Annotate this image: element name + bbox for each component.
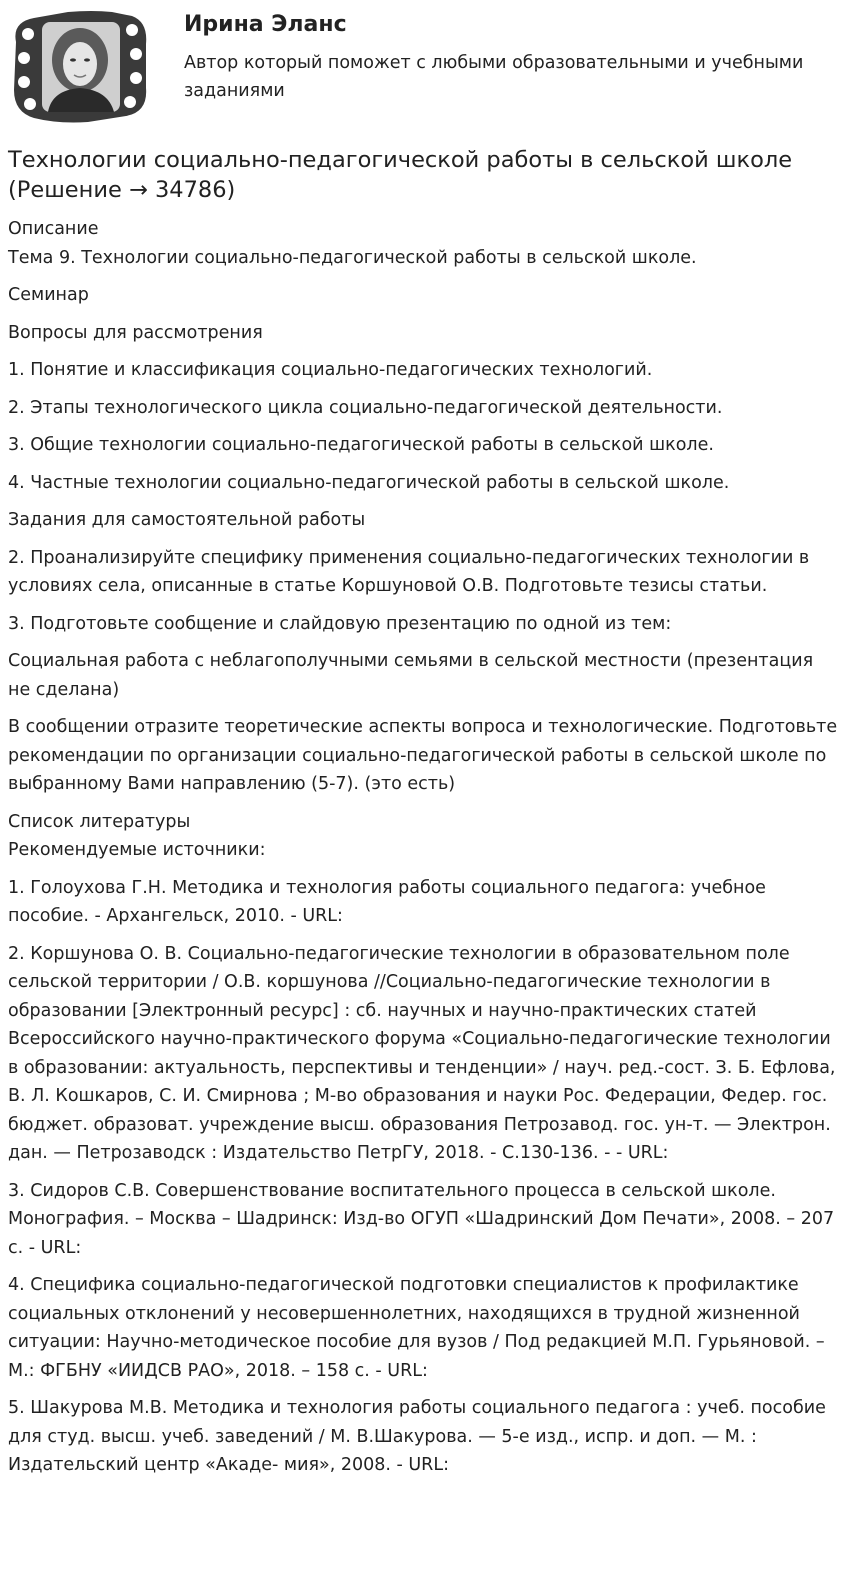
source-item: 4. Специфика социально-педагогической подготовки специалистов к профилактике социальных отклонений у несовершеннолетних, находящихся в трудной жизненной ситуации: Научно-методическое пособие для вузов / Под редакцией М.П. Гурьяновой. – М.: ФГБНУ «ИИДСВ РАО», 2018. – 158 с. - URL: [8,1275,825,1381]
source-item: 5. Шакурова М.В. Методика и технология работы социального педагога : учеб. пособие для студ. высш. учеб. заведений / М. В.Шакурова. — 5-е изд., испр. и доп. — М. : Издательский центр «Акаде- мия», 2008. - URL: [8,1398,826,1475]
author-header [0,0,847,130]
task-item: 2. Проанализируйте специфику применения социально-педагогических технологии в условиях села, описанные в статье Коршуновой О.В. Подготовьте тезисы статьи. [8,547,810,596]
author-description: Автор который поможет с любыми образовательными и учебными заданиями [184,53,804,101]
description-label: Описание [8,219,99,239]
questions-heading: Вопросы для рассмотрения [8,322,263,343]
question-item: 1. Понятие и классификация социально-педагогических технологий. [8,360,653,380]
source-item: 1. Голоухова Г.Н. Методика и технология работы социального педагога: учебное пособие. - Архангельск, 2010. - URL: [8,877,766,926]
author-avatar[interactable] [8,8,150,124]
task-item: Социальная работа с неблагополучными семьями в сельской местности (презентация не сделана) [8,651,814,700]
task-item: В сообщении отразите теоретические аспекты вопроса и технологические. Подготовьте рекомендации по организации социально-педагогической работы в сельской школе по выбранному Вами направлению (5-7). (это есть) [8,717,838,794]
recommended-heading: Рекомендуемые источники: [8,840,266,860]
topic-line: Тема 9. Технологии социально-педагогической работы в сельской школе. [8,247,697,268]
source-item: 2. Коршунова О. В. Социально-педагогические технологии в образовательном поле сельской территории / О.В. коршунова //Социально-педагогические технологии в образовании [Электронный ресурс] : сб. научных и научно-практических статей Всероссийского научно-практического форума «Социально-педагогические технологии в образовании: актуальность, перспективы и тенденции» / науч. ред.-сост. З. Б. Ефлова, В. Л. Кошкаров, С. И. Смирнова ; М-во образования и науки Рос. Федерации, Федер. гос. бюджет. образоват. учреждение высш. образования Петрозавод. гос. ун-т. — Электрон. дан. — Петрозаводск : Издательство ПетрГУ, 2018. - С.130-136. - - URL: [8,943,836,1163]
page-title: Технологии социально-педагогической работы в сельской школе (Решение → 34786) [8,147,793,203]
seminar-label: Семинар [8,285,89,305]
question-item: 4. Частные технологии социально-педагогической работы в сельской школе. [8,472,730,493]
tasks-heading: Задания для самостоятельной работы [8,510,366,530]
author-name[interactable]: Ирина Эланс [184,12,347,37]
main-content [8,145,838,1489]
source-item: 3. Сидоров С.В. Совершенствование воспитательного процесса в сельской школе. Монография. – Москва – Шадринск: Изд-во ОГУП «Шадринский Дом Печати», 2008. – 207 с. - URL: [8,1180,835,1258]
question-item: 2. Этапы технологического цикла социально-педагогической деятельности. [8,397,723,418]
question-item: 3. Общие технологии социально-педагогической работы в сельской школе. [8,435,714,455]
task-item: 3. Подготовьте сообщение и слайдовую презентацию по одной из тем: [8,613,672,634]
literature-heading: Список литературы [8,811,191,832]
